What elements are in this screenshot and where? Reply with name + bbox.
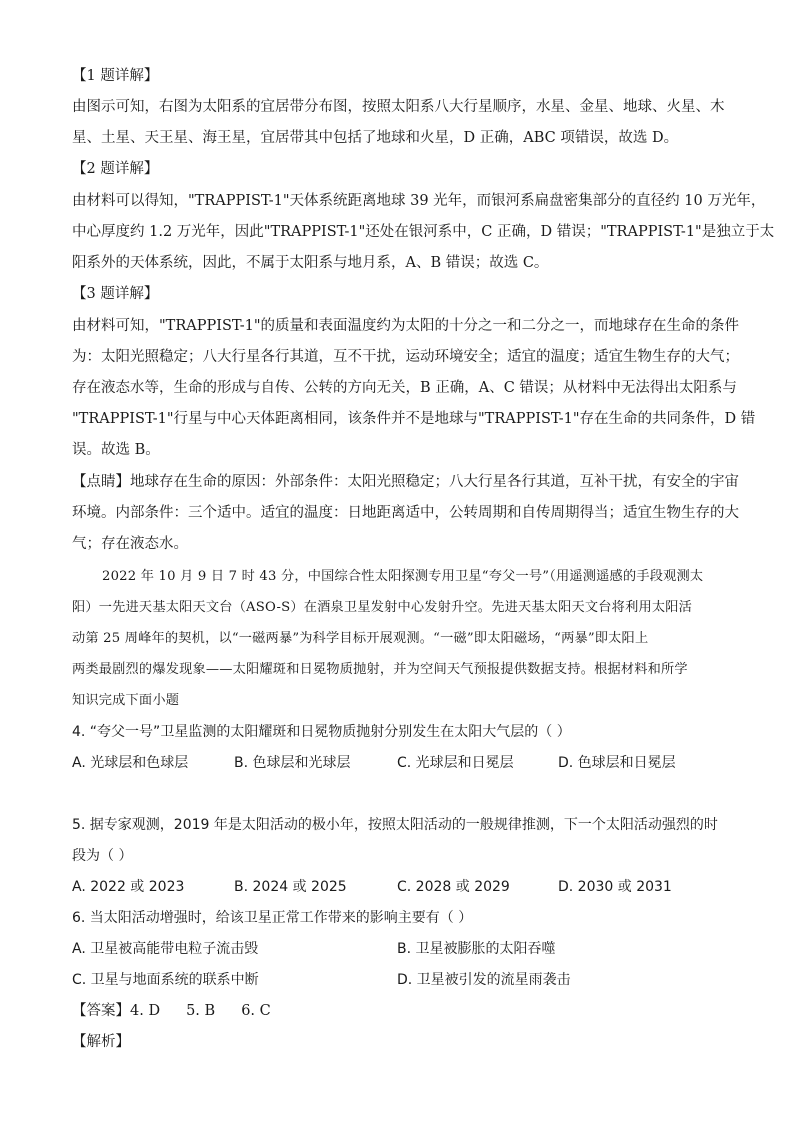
q5-stem-line-2: 段为（ ） xyxy=(72,848,133,864)
q2-line-2: 中心厚度约 1.2 万光年，因此"TRAPPIST-1"还处在银河系中，C 正确，D 错误；"TRAPPIST-1"是独立于太 xyxy=(72,224,775,240)
q1-heading: 【1 题详解】 xyxy=(72,68,159,84)
q5-option-d: D. 2030 或 2031 xyxy=(558,879,672,895)
passage-line-2: 阳）一先进天基太阳天文台（ASO-S）在酒泉卫星发射中心发射升空。先进天基太阳天文台将利用太阳活 xyxy=(72,600,693,615)
q3-heading: 【3 题详解】 xyxy=(72,286,159,302)
passage-line-1: 2022 年 10 月 9 日 7 时 43 分，中国综合性太阳探测专用卫星“夸父一号”（用遥测遥感的手段观测太 xyxy=(102,569,704,584)
tip-line-1: 【点睛】地球存在生命的原因：外部条件：太阳光照稳定；八大行星各行其道，互补干扰，有安全的宇宙 xyxy=(72,474,739,490)
q4-option-c: C. 光球层和日冕层 xyxy=(397,755,514,771)
q6-option-c: C. 卫星与地面系统的联系中断 xyxy=(72,972,259,988)
q6-option-a: A. 卫星被高能带电粒子流击毁 xyxy=(72,941,259,957)
q3-line-4: "TRAPPIST-1"行星与中心天体距离相同，该条件并不是地球与"TRAPPIST-1"存在生命的共同条件，D 错 xyxy=(72,411,756,427)
q6-stem: 6. 当太阳活动增强时，给该卫星正常工作带来的影响主要有（ ） xyxy=(72,910,473,926)
q4-option-b: B. 色球层和光球层 xyxy=(234,755,351,771)
q5-option-b: B. 2024 或 2025 xyxy=(234,879,347,895)
q3-line-5: 误。故选 B。 xyxy=(72,442,160,458)
analysis-heading: 【解析】 xyxy=(72,1034,130,1050)
q1-line-1: 由图示可知，右图为太阳系的宜居带分布图，按照太阳系八大行星顺序，水星、金星、地球、火星、木 xyxy=(72,99,725,115)
q2-heading: 【2 题详解】 xyxy=(72,161,159,177)
answer-row xyxy=(72,1001,271,1021)
answer-label: 【答案】 xyxy=(72,1003,130,1019)
q1-line-2: 星、土星、天王星、海王星，宜居带其中包括了地球和火星，D 正确，ABC 项错误，故选 D。 xyxy=(72,130,679,146)
answer-6: 6. C xyxy=(241,1003,271,1019)
passage-line-5: 知识完成下面小题 xyxy=(72,693,180,708)
q2-line-3: 阳系外的天体系统，因此，不属于太阳系与地月系，A、B 错误；故选 C。 xyxy=(72,255,549,271)
q3-line-3: 存在液态水等，生命的形成与自传、公转的方向无关，B 正确，A、C 错误；从材料中无法得出太阳系与 xyxy=(72,380,737,396)
answer-5: 5. B xyxy=(186,1003,216,1019)
q3-line-1: 由材料可知，"TRAPPIST-1"的质量和表面温度约为太阳的十分之一和二分之一，而地球存在生命的条件 xyxy=(72,318,739,334)
q2-line-1: 由材料可以得知，"TRAPPIST-1"天体系统距离地球 39 光年，而银河系扁盘密集部分的直径约 10 万光年， xyxy=(72,193,766,209)
q5-option-a: A. 2022 或 2023 xyxy=(72,879,185,895)
q4-stem: 4. “夸父一号”卫星监测的太阳耀斑和日冕物质抛射分别发生在太阳大气层的（ ） xyxy=(72,724,571,740)
q5-option-c: C. 2028 或 2029 xyxy=(397,879,510,895)
q6-option-d: D. 卫星被引发的流星雨袭击 xyxy=(397,972,571,988)
q5-stem-line-1: 5. 据专家观测，2019 年是太阳活动的极小年，按照太阳活动的一般规律推测，下一个太阳活动强烈的时 xyxy=(72,817,718,833)
passage-line-4: 两类最剧烈的爆发现象——太阳耀斑和日冕物质抛射，并为空间天气预报提供数据支持。根据材料和所学 xyxy=(72,662,688,677)
q4-option-a: A. 光球层和色球层 xyxy=(72,755,189,771)
answer-4: 4. D xyxy=(130,1003,161,1019)
tip-line-3: 气；存在液态水。 xyxy=(72,536,188,552)
q6-option-b: B. 卫星被膨胀的太阳吞噬 xyxy=(397,941,556,957)
passage-line-3: 动第 25 周峰年的契机，以“一磁两暴”为科学目标开展观测。“一磁”即太阳磁场，“两暴”即太阳上 xyxy=(72,631,649,646)
tip-line-2: 环境。内部条件：三个适中。适宜的温度：日地距离适中，公转周期和自传周期得当；适宜生物生存的大 xyxy=(72,505,739,521)
q3-line-2: 为：太阳光照稳定；八大行星各行其道，互不干扰，运动环境安全；适宜的温度；适宜生物生存的大气； xyxy=(72,349,739,365)
q4-option-d: D. 色球层和日冕层 xyxy=(558,755,676,771)
